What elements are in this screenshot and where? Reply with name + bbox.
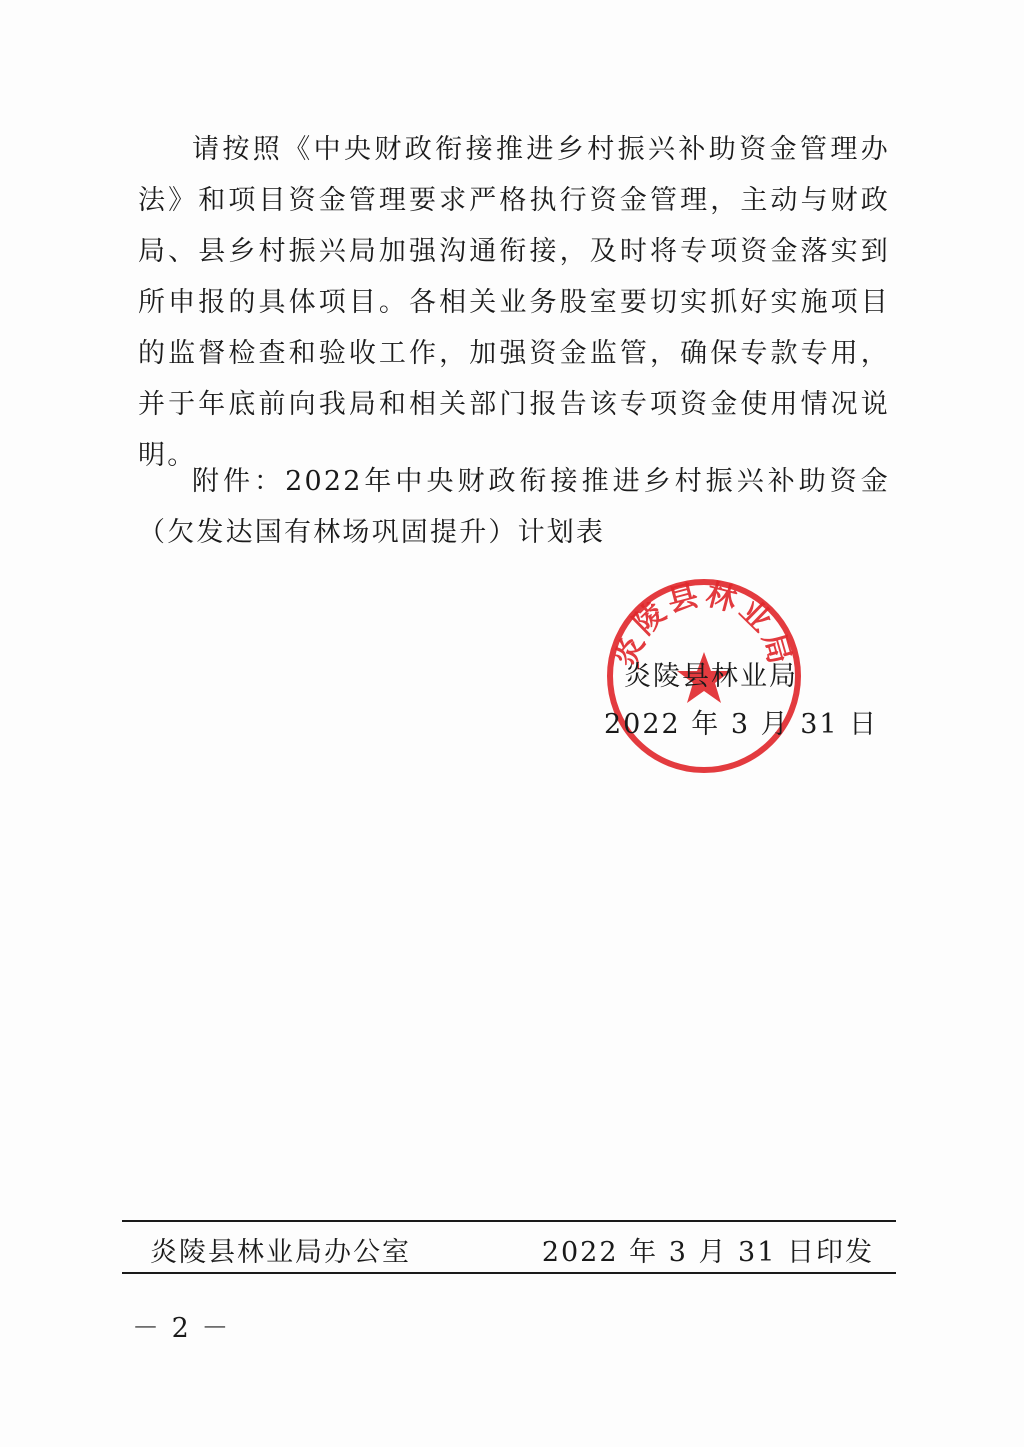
issuer-name: 炎陵县林业局 [624,661,798,692]
body-paragraph: 请按照《中央财政衔接推进乡村振兴补助资金管理办法》和项目资金管理要求严格执行资金管理，主动与财政局、县乡村振兴局加强沟通衔接，及时将专项资金落实到所申报的具体项目。各相关业务股室要切实抓好实施项目的监督检查和验收工作，加强资金监管，确保专款专用，并于年底前向我局和相关部门报告该专项资金使用情况说明。 [138,134,890,471]
page-number: － 2 － [132,1313,231,1344]
footer-bottom-rule [122,1272,896,1274]
issue-date: 2022 年 3 月 31 日 [604,709,879,740]
seal-lettering: 炎陵县林业局 [609,577,799,672]
attachment-note: 附件：2022年中央财政衔接推进乡村振兴补助资金（欠发达国有林场巩固提升）计划表 [138,466,890,548]
footer-print-date: 2022 年 3 月 31 日印发 [541,1237,874,1268]
footer-office: 炎陵县林业局办公室 [150,1237,411,1268]
footer-top-rule [122,1220,896,1222]
